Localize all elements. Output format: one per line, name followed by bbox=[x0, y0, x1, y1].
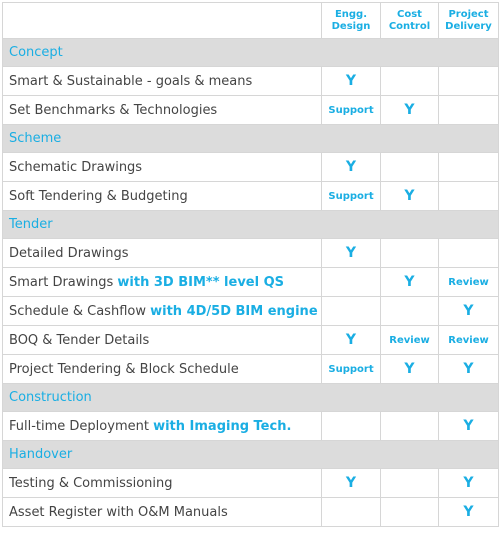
engg-design-cell: Y bbox=[322, 67, 381, 96]
row-label-cell bbox=[3, 182, 322, 211]
engg-design-cell: Y bbox=[322, 469, 381, 498]
header-engg-design: Engg. Design bbox=[322, 3, 381, 39]
engg-design-cell bbox=[322, 297, 381, 326]
project-delivery-cell bbox=[439, 182, 499, 211]
table-row bbox=[3, 498, 499, 527]
row-label: Set Benchmarks & Technologies bbox=[9, 102, 218, 118]
row-label-cell bbox=[3, 239, 322, 268]
row-label: Asset Register with O&M Manuals bbox=[9, 504, 228, 520]
responsibility-matrix bbox=[2, 2, 499, 527]
cost-control-cell bbox=[381, 153, 439, 182]
table-row bbox=[3, 153, 499, 182]
engg-design-cell: Support bbox=[322, 182, 381, 211]
section-title: Concept bbox=[3, 39, 499, 67]
engg-design-cell bbox=[322, 498, 381, 527]
engg-design-cell: Y bbox=[322, 326, 381, 355]
row-label-highlight: with 4D/5D BIM engine bbox=[150, 303, 318, 319]
section-title: Scheme bbox=[3, 125, 499, 153]
engg-design-cell: Y bbox=[322, 153, 381, 182]
row-label: Detailed Drawings bbox=[9, 245, 129, 261]
cost-control-cell bbox=[381, 297, 439, 326]
engg-design-cell bbox=[322, 268, 381, 297]
row-label: Testing & Commissioning bbox=[9, 475, 173, 491]
header-row bbox=[3, 3, 499, 39]
engg-design-cell: Support bbox=[322, 96, 381, 125]
row-label-cell bbox=[3, 412, 322, 441]
project-delivery-cell bbox=[439, 239, 499, 268]
table-row bbox=[3, 469, 499, 498]
row-label: BOQ & Tender Details bbox=[9, 332, 150, 348]
table-row bbox=[3, 297, 499, 326]
row-label-cell bbox=[3, 297, 322, 326]
table-row bbox=[3, 67, 499, 96]
header-blank-cell bbox=[3, 3, 322, 39]
row-label: Schematic Drawings bbox=[9, 159, 143, 175]
cost-control-cell: Y bbox=[381, 182, 439, 211]
project-delivery-cell: Review bbox=[439, 268, 499, 297]
cost-control-cell: Review bbox=[381, 326, 439, 355]
cost-control-cell bbox=[381, 498, 439, 527]
cost-control-cell: Y bbox=[381, 355, 439, 384]
project-delivery-cell: Y bbox=[439, 355, 499, 384]
row-label: Project Tendering & Block Schedule bbox=[9, 361, 239, 377]
section-row bbox=[3, 211, 499, 239]
cost-control-cell bbox=[381, 239, 439, 268]
engg-design-cell bbox=[322, 412, 381, 441]
cost-control-cell bbox=[381, 67, 439, 96]
table-row bbox=[3, 239, 499, 268]
project-delivery-cell: Y bbox=[439, 297, 499, 326]
engg-design-cell: Y bbox=[322, 239, 381, 268]
section-title: Construction bbox=[3, 384, 499, 412]
row-label-cell bbox=[3, 326, 322, 355]
section-row bbox=[3, 125, 499, 153]
table-row bbox=[3, 96, 499, 125]
section-row bbox=[3, 39, 499, 67]
project-delivery-cell bbox=[439, 67, 499, 96]
row-label-cell bbox=[3, 469, 322, 498]
row-label: Soft Tendering & Budgeting bbox=[9, 188, 188, 204]
project-delivery-cell bbox=[439, 96, 499, 125]
row-label: Smart Drawings bbox=[9, 274, 118, 290]
header-cost-control: Cost Control bbox=[381, 3, 439, 39]
row-label-cell bbox=[3, 67, 322, 96]
table-row bbox=[3, 355, 499, 384]
cost-control-cell: Y bbox=[381, 268, 439, 297]
cost-control-cell: Y bbox=[381, 96, 439, 125]
row-label-cell bbox=[3, 268, 322, 297]
row-label-cell bbox=[3, 498, 322, 527]
row-label-highlight: with Imaging Tech. bbox=[153, 418, 292, 434]
table-row bbox=[3, 268, 499, 297]
project-delivery-cell: Review bbox=[439, 326, 499, 355]
section-row bbox=[3, 441, 499, 469]
header-project-delivery: Project Delivery bbox=[439, 3, 499, 39]
cost-control-cell bbox=[381, 469, 439, 498]
project-delivery-cell bbox=[439, 153, 499, 182]
row-label: Smart & Sustainable - goals & means bbox=[9, 73, 253, 89]
row-label-cell bbox=[3, 355, 322, 384]
engg-design-cell: Support bbox=[322, 355, 381, 384]
table-row bbox=[3, 412, 499, 441]
row-label-cell bbox=[3, 153, 322, 182]
section-title: Tender bbox=[3, 211, 499, 239]
cost-control-cell bbox=[381, 412, 439, 441]
project-delivery-cell: Y bbox=[439, 469, 499, 498]
project-delivery-cell: Y bbox=[439, 412, 499, 441]
table-row bbox=[3, 326, 499, 355]
row-label-highlight: with 3D BIM** level QS bbox=[117, 274, 285, 290]
project-delivery-cell: Y bbox=[439, 498, 499, 527]
table-row bbox=[3, 182, 499, 211]
matrix-body bbox=[3, 39, 499, 527]
section-title: Handover bbox=[3, 441, 499, 469]
row-label: Schedule & Cashflow bbox=[9, 303, 151, 319]
row-label-cell bbox=[3, 96, 322, 125]
row-label: Full-time Deployment bbox=[9, 418, 154, 434]
section-row bbox=[3, 384, 499, 412]
